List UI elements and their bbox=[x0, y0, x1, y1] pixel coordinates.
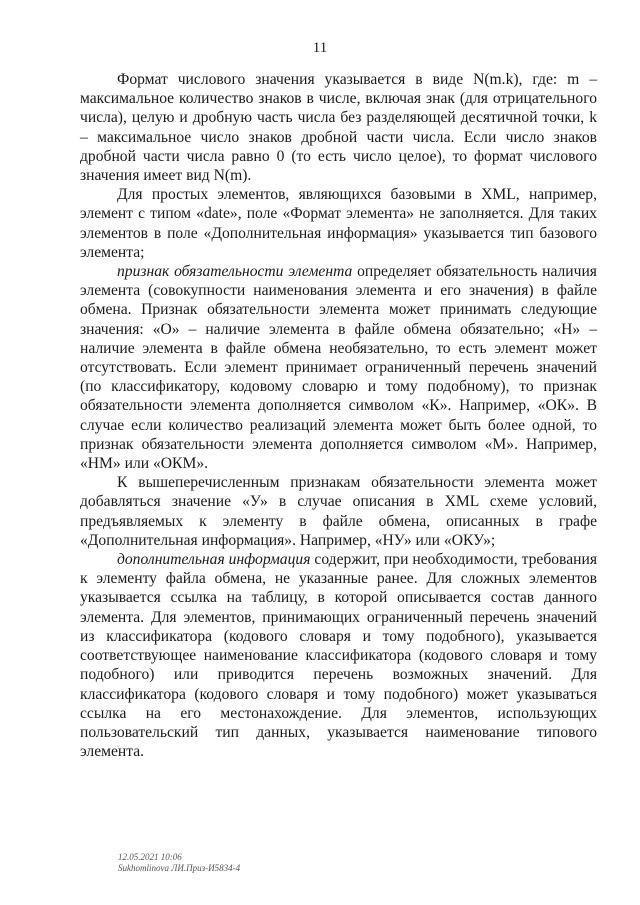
paragraph-simple-elements bbox=[80, 185, 597, 262]
paragraph-text: Формат числового значения указывается в виде N(m.k), где: m – максимальное количество знаков в числе, включая знак (для отрицательного числа), целую и дробную часть числа без разделяющей десятичной точки, k – максимальное число знаков дробной части числа. Если число знаков дробной части числа равно 0 (то есть число целое), то формат числового значения имеет вид N(m). bbox=[80, 71, 597, 185]
document-body bbox=[80, 70, 597, 761]
paragraph-text: Для простых элементов, являющихся базовыми в XML, например, элемент с типом «date», поле «Формат элемента» не заполняется. Для таких элементов в поле «Дополнительная информация» указывается тип базового элемента; bbox=[80, 186, 597, 261]
paragraph-conditional-flag bbox=[80, 473, 597, 550]
paragraph-lead: признак обязательности элемента bbox=[117, 263, 353, 281]
page-number: 11 bbox=[312, 40, 328, 56]
document-footer-stamp bbox=[118, 852, 240, 874]
paragraph-required-flag bbox=[80, 262, 597, 473]
paragraph-text: определяет обязательность наличия элемента (совокупности наименования элемента и его значения) в файле обмена. Признак обязательности элемента может принимать следующие значения: «О» – наличие элемента в файле обмена обязательно; «Н» – наличие элемента в файле обмена необязательно, то есть элемент может отсутствовать. Если элемент принимает ограниченный перечень значений (по классификатору, кодовому словарю и тому подобному), то признак обязательности элемента дополняется символом «К». Например, «ОК». В случае если количество реализаций элемента может быть более одной, то признак обязательности элемента дополняется символом «М». Например, «НМ» или «ОКМ». bbox=[80, 263, 597, 473]
paragraph-text: К вышеперечисленным признакам обязательности элемента может добавляться значение «У» в случае описания в XML схеме условий, предъявляемых к элементу в файле обмена, описанных в графе «Дополнительная информация». Например, «НУ» или «ОКУ»; bbox=[80, 474, 597, 549]
footer-timestamp: 12.05.2021 10:06 bbox=[118, 852, 182, 862]
paragraph-text: содержит, при необходимости, требования к элементу файла обмена, не указанные ранее. Для сложных элементов указывается ссылка на таблицу, в которой описывается состав данного элемента. Для элементов, принимающих ограниченный перечень значений из классификатора (кодового словаря и тому подобного), указывается соответствующее наименование классификатора (кодового словаря и тому подобного) или приводится перечень возможных значений. Для классификатора (кодового словаря и тому подобного) может указываться ссылка на его местонахождение. Для элементов, использующих пользовательский тип данных, указывается наименование типового элемента. bbox=[80, 551, 597, 761]
footer-document-id: Sukhomlinova ЛИ.Приз-И5834-4 bbox=[118, 863, 241, 873]
paragraph-number-format bbox=[80, 70, 597, 185]
paragraph-additional-info bbox=[80, 550, 597, 761]
paragraph-lead: дополнительная информация bbox=[117, 551, 311, 569]
